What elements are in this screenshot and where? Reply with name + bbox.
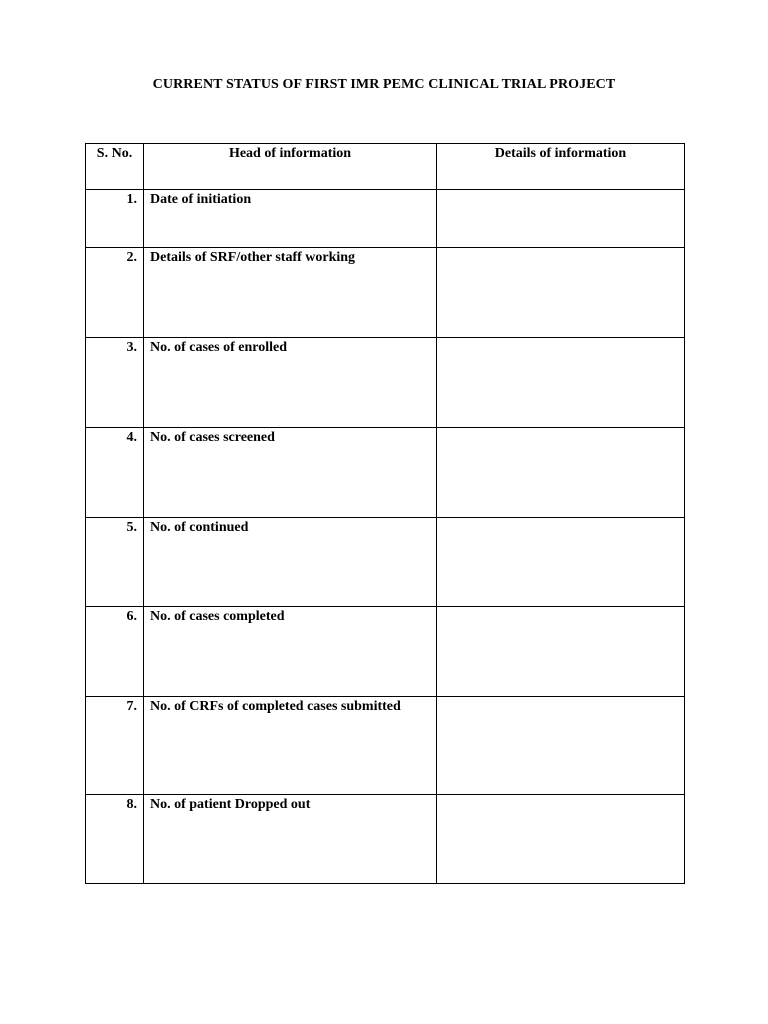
table-row — [86, 190, 685, 248]
table-row — [86, 795, 685, 884]
row-serial-number: 2. — [86, 248, 144, 338]
row-head-of-information: No. of cases completed — [144, 607, 437, 697]
column-header-sno: S. No. — [86, 144, 144, 190]
table-header-row — [86, 144, 685, 190]
row-details-cell[interactable] — [437, 518, 685, 607]
row-serial-number: 5. — [86, 518, 144, 607]
table-row — [86, 697, 685, 795]
status-table — [85, 143, 685, 884]
column-header-head-of-information: Head of information — [144, 144, 437, 190]
row-serial-number: 8. — [86, 795, 144, 884]
row-details-cell[interactable] — [437, 607, 685, 697]
row-head-of-information: No. of patient Dropped out — [144, 795, 437, 884]
table-row — [86, 338, 685, 428]
row-details-cell[interactable] — [437, 697, 685, 795]
table-row — [86, 518, 685, 607]
table-row — [86, 248, 685, 338]
row-serial-number: 4. — [86, 428, 144, 518]
row-serial-number: 1. — [86, 190, 144, 248]
table-row — [86, 428, 685, 518]
row-details-cell[interactable] — [437, 190, 685, 248]
row-head-of-information: No. of continued — [144, 518, 437, 607]
row-head-of-information: Details of SRF/other staff working — [144, 248, 437, 338]
row-head-of-information: No. of CRFs of completed cases submitted — [144, 697, 437, 795]
row-head-of-information: Date of initiation — [144, 190, 437, 248]
row-details-cell[interactable] — [437, 795, 685, 884]
row-serial-number: 3. — [86, 338, 144, 428]
row-details-cell[interactable] — [437, 428, 685, 518]
row-head-of-information: No. of cases of enrolled — [144, 338, 437, 428]
table-row — [86, 607, 685, 697]
row-serial-number: 7. — [86, 697, 144, 795]
row-details-cell[interactable] — [437, 338, 685, 428]
row-serial-number: 6. — [86, 607, 144, 697]
column-header-details-of-information: Details of information — [437, 144, 685, 190]
row-details-cell[interactable] — [437, 248, 685, 338]
document-title: CURRENT STATUS OF FIRST IMR PEMC CLINICAL TRIAL PROJECT — [152, 77, 616, 92]
row-head-of-information: No. of cases screened — [144, 428, 437, 518]
